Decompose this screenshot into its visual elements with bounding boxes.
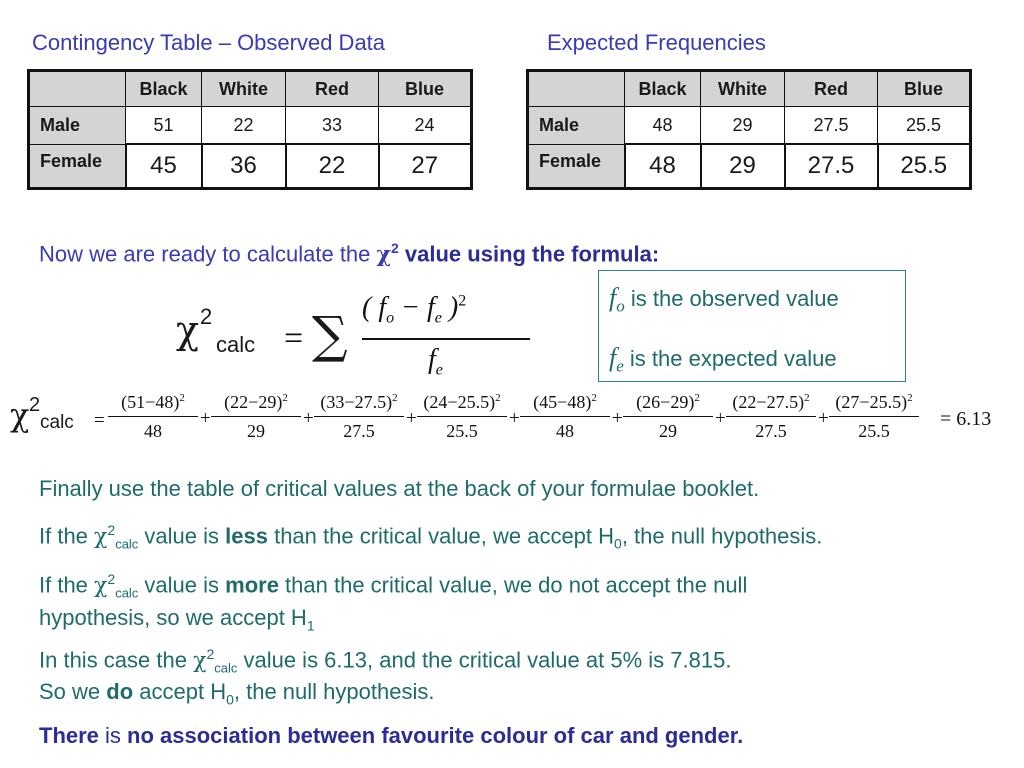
table-cell: 22 (202, 107, 286, 145)
table-row (528, 144, 971, 189)
table-cell: 25.5 (878, 107, 971, 145)
calc-num-sup: 2 (495, 392, 501, 404)
calc-fraction (726, 392, 816, 442)
col-header-white: White (701, 71, 785, 107)
calc-num-sup: 2 (907, 392, 913, 404)
col-header-white: White (202, 71, 286, 107)
calc-numerator (623, 392, 713, 414)
table-row (29, 107, 472, 145)
l5c: , the null hypothesis. (233, 679, 435, 704)
calc-denominator: 27.5 (343, 421, 375, 441)
calc-sup: 2 (29, 394, 41, 416)
calc-sub: calc (40, 412, 74, 433)
table-cell: 33 (286, 107, 379, 145)
formula-sup: 2 (200, 304, 213, 329)
den-sub-e: e (435, 361, 443, 379)
calc-plus: + (818, 408, 829, 429)
l2a: If the (39, 523, 95, 549)
formula-sigma: ∑ (312, 306, 348, 364)
table-cell: 27.5 (785, 107, 878, 145)
calc-plus: + (200, 408, 211, 429)
calc-num-text: (33−27.5) (320, 392, 393, 412)
num-sub-e: e (434, 309, 442, 327)
table-cell: 22 (286, 144, 379, 189)
formula-denominator (428, 344, 443, 380)
calc-fraction-bar (108, 416, 198, 417)
l3c: than the critical value, we do not accept the null (278, 572, 748, 598)
l4-sup: 2 (206, 646, 215, 662)
calc-fraction (520, 392, 610, 442)
calc-numerator (417, 392, 507, 414)
l3d: hypothesis, so we accept H (39, 605, 307, 630)
legend-expected (609, 343, 837, 376)
calc-plus: + (509, 408, 520, 429)
observed-table-title: Contingency Table – Observed Data (32, 30, 386, 55)
calc-numerator (108, 392, 198, 414)
legend-observed (609, 283, 839, 316)
fe-sub: e (616, 356, 624, 376)
calc-denominator: 27.5 (755, 421, 787, 441)
calc-fraction-bar (623, 416, 713, 417)
table-cell: 29 (701, 144, 785, 189)
calc-numerator (520, 392, 610, 414)
l2-sub: calc (115, 536, 139, 552)
calc-plus: + (303, 408, 314, 429)
col-header-red: Red (286, 71, 379, 107)
col-header-blue: Blue (379, 71, 472, 107)
calc-numerator (726, 392, 816, 414)
calc-denominator: 29 (659, 421, 677, 441)
row-label-female: Female (528, 144, 625, 189)
calc-num-text: (26−29) (636, 392, 695, 412)
calc-equals: = (94, 410, 105, 431)
corner-cell (528, 71, 625, 107)
calc-num-text: (22−29) (224, 392, 283, 412)
table-cell: 48 (625, 144, 701, 189)
calc-plus: + (612, 408, 623, 429)
calculation-line (10, 392, 1020, 462)
fo-text: is the observed value (624, 286, 839, 311)
calc-fraction (314, 392, 404, 442)
col-header-black: Black (126, 71, 202, 107)
calc-fraction (417, 392, 507, 442)
calc-fraction (623, 392, 713, 442)
l2-bold: less (225, 523, 268, 549)
calc-num-text: (51−48) (121, 392, 180, 412)
num-part: ( f (362, 292, 387, 323)
formula-numerator (362, 292, 466, 328)
calc-result: = 6.13 (940, 408, 992, 430)
table-cell: 36 (202, 144, 286, 189)
calc-num-sup: 2 (804, 392, 810, 404)
table-header-row (29, 71, 472, 107)
calc-fraction-bar (520, 416, 610, 417)
calc-fraction-bar (417, 416, 507, 417)
calc-fraction-bar (314, 416, 404, 417)
calc-denominator: 25.5 (858, 421, 890, 441)
l2b: value is (138, 523, 226, 549)
row-label-male: Male (528, 107, 625, 145)
calc-fraction (829, 392, 919, 442)
text-line-3b (39, 605, 315, 633)
table-cell: 48 (625, 107, 701, 145)
num-close: ) (441, 292, 459, 323)
calc-num-sup: 2 (179, 392, 185, 404)
intro-prefix: Now we are ready to calculate the (39, 241, 377, 267)
calc-denominator: 48 (556, 421, 574, 441)
calc-numerator (314, 392, 404, 414)
calc-num-sup: 2 (591, 392, 597, 404)
fo-symbol: f (609, 283, 617, 312)
col-header-red: Red (785, 71, 878, 107)
calc-terms (108, 392, 948, 462)
calc-plus: + (715, 408, 726, 429)
calc-chi: χ (10, 396, 30, 434)
l2c: than the critical value, we accept H (267, 523, 615, 549)
row-label-female: Female (29, 144, 126, 189)
formula-chi: χ (176, 308, 200, 352)
l5-h: 0 (226, 691, 234, 708)
l2-chi: χ (94, 524, 108, 550)
table-cell: 25.5 (878, 144, 971, 189)
fo-sub: o (616, 296, 625, 316)
l3-h: 1 (306, 617, 315, 634)
table-cell: 27 (379, 144, 472, 189)
text-line-4 (39, 646, 731, 676)
corner-cell (29, 71, 126, 107)
expected-table (526, 69, 972, 190)
l2-h: 0 (614, 535, 622, 552)
calc-denominator: 48 (144, 421, 162, 441)
intro-chi: χ (376, 241, 391, 268)
legend-box (598, 270, 906, 382)
fraction-bar (362, 338, 530, 340)
intro-suffix: value using the formula: (398, 241, 660, 267)
formula-equals: = (284, 320, 304, 357)
l3b: value is (138, 572, 226, 598)
intro-line (39, 240, 659, 267)
calc-fraction-bar (726, 416, 816, 417)
calc-plus: + (406, 408, 417, 429)
text-line-2 (39, 522, 822, 552)
table-cell: 45 (126, 144, 202, 189)
conclusion-c: no association between favourite colour of car and gender. (127, 723, 744, 748)
l2d: , the null hypothesis. (621, 523, 823, 549)
intro-sup: 2 (391, 240, 399, 256)
table-row (528, 107, 971, 145)
fe-text: is the expected value (623, 346, 837, 371)
l4a: In this case the (39, 647, 194, 673)
table-header-row (528, 71, 971, 107)
calc-denominator: 29 (247, 421, 265, 441)
text-line-3 (39, 571, 747, 601)
calc-num-text: (24−25.5) (423, 392, 496, 412)
num-minus: − f (394, 292, 435, 323)
calc-fraction (211, 392, 301, 442)
l4-chi: χ (193, 648, 207, 674)
table-cell: 27.5 (785, 144, 878, 189)
row-label-male: Male (29, 107, 126, 145)
calc-num-text: (45−48) (533, 392, 592, 412)
den-f: f (428, 344, 436, 375)
l3-bold: more (225, 572, 279, 598)
col-header-blue: Blue (878, 71, 971, 107)
calc-fraction-bar (211, 416, 301, 417)
calc-fraction-bar (829, 416, 919, 417)
num-sub-o: o (386, 309, 395, 327)
l4b: value is 6.13, and the critical value at 5% is 7.815. (237, 647, 732, 673)
l5a: So we (39, 679, 107, 704)
fe-symbol: f (609, 343, 617, 372)
l3-sup: 2 (107, 571, 116, 587)
conclusion-a: There (39, 723, 99, 748)
calc-num-sup: 2 (392, 392, 398, 404)
l2-sup: 2 (107, 522, 116, 538)
calc-num-text: (27−25.5) (835, 392, 908, 412)
formula-sub: calc (216, 332, 256, 357)
l5-bold: do (106, 679, 134, 704)
table-row (29, 144, 472, 189)
conclusion (39, 723, 743, 749)
calc-fraction (108, 392, 198, 442)
conclusion-b: is (98, 723, 128, 748)
l3-sub: calc (115, 585, 139, 601)
l4-sub: calc (214, 660, 238, 676)
text-line-1: Finally use the table of critical values at the back of your formulae booklet. (39, 476, 760, 501)
col-header-black: Black (625, 71, 701, 107)
text-line-5 (39, 679, 434, 707)
calc-denominator: 25.5 (446, 421, 478, 441)
calc-num-sup: 2 (694, 392, 700, 404)
table-cell: 24 (379, 107, 472, 145)
chi-squared-formula (176, 292, 556, 390)
expected-table-title: Expected Frequencies (547, 30, 766, 55)
table-cell: 29 (701, 107, 785, 145)
num-sup: 2 (458, 292, 467, 310)
observed-table (27, 69, 473, 190)
l5b: accept H (133, 679, 227, 704)
l3-chi: χ (94, 573, 108, 599)
calc-numerator (211, 392, 301, 414)
calc-num-sup: 2 (282, 392, 288, 404)
calc-numerator (829, 392, 919, 414)
calc-num-text: (22−27.5) (732, 392, 805, 412)
l3a: If the (39, 572, 95, 598)
table-cell: 51 (126, 107, 202, 145)
